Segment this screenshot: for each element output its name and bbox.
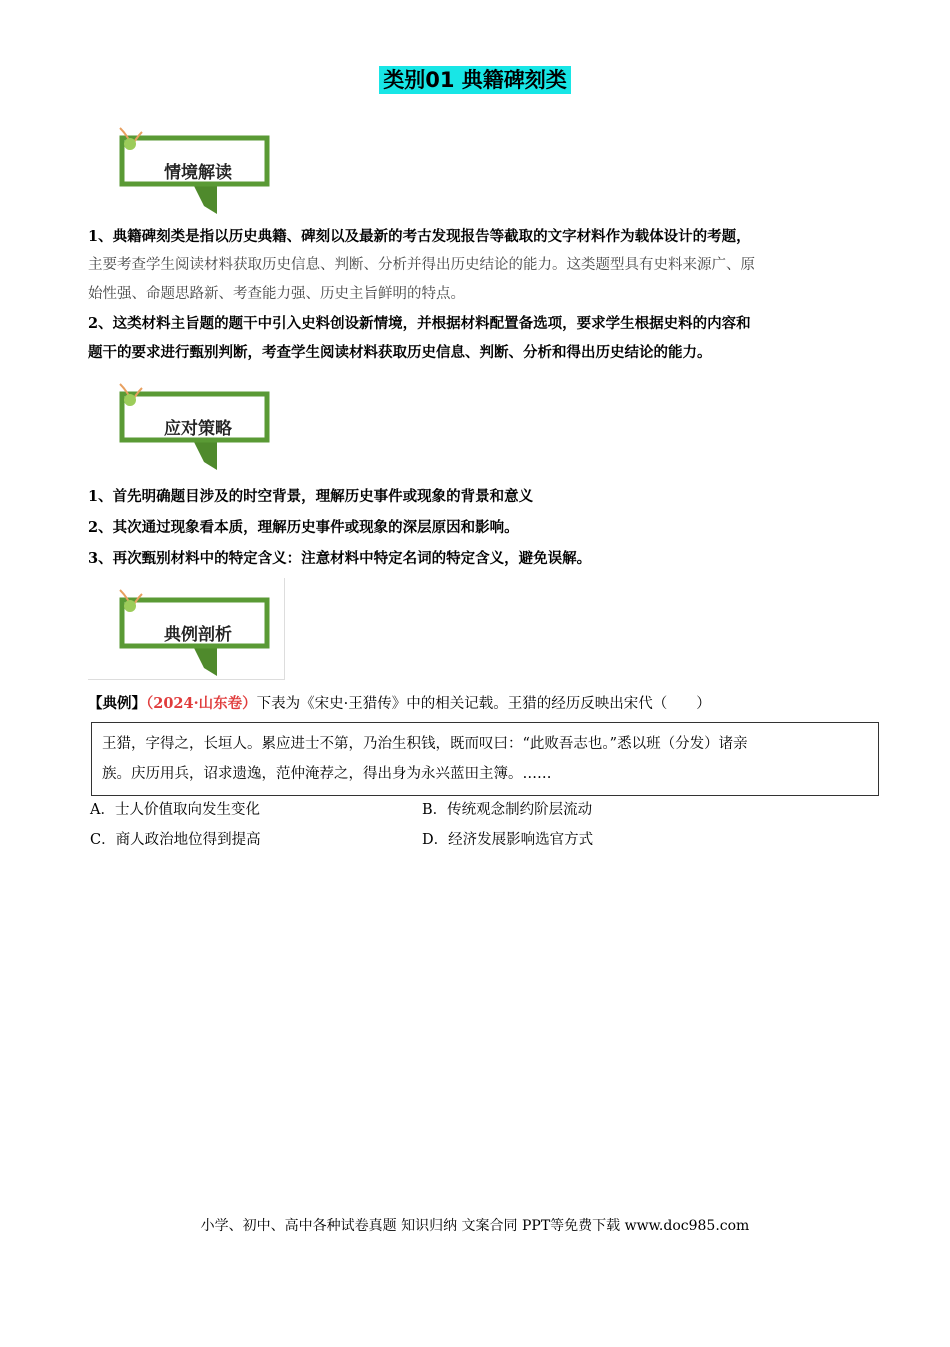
quote-line-2: 族。庆历用兵，诏求遗逸，范仲淹荐之，得出身为永兴蓝田主簿。…… [102,766,552,782]
section-label-situation: 情境解读 [164,163,232,183]
quote-line-1: 王猎，字得之，长垣人。累应进士不第，乃治生积钱，既而叹曰：“此败吾志也。”悉以班（分发）诸亲 [102,736,748,752]
example-question [88,692,711,716]
strategy-item-2: 2、其次通过现象看本质，理解历史事件或现象的深层原因和影响。 [88,519,519,536]
section-banner-example [92,580,272,690]
section-label-example: 典例剖析 [164,625,232,645]
situation-p1-bold: 1、典籍碑刻类是指以历史典籍、碑刻以及最新的考古发现报告等截取的文字材料作为载体设计的考题， [88,228,751,245]
section-label-strategy: 应对策略 [164,419,232,439]
option-c: C．商人政治地位得到提高 [90,832,261,848]
option-a: A．士人价值取向发生变化 [90,802,260,818]
situation-p2-line1: 2、这类材料主旨题的题干中引入史料创设新情境，并根据材料配置备选项，要求学生根据史料的内容和 [88,315,751,332]
strategy-item-3: 3、再次甄别材料中的特定含义：注意材料中特定名词的特定含义，避免误解。 [88,550,592,567]
option-d: D．经济发展影响选官方式 [422,832,594,848]
example-tag: 【典例】 [88,695,146,712]
option-b: B．传统观念制约阶层流动 [422,802,593,818]
section-banner-situation [92,118,272,228]
situation-p2-line2: 题干的要求进行甄别判断，考查学生阅读材料获取历史信息、判断、分析和得出历史结论的能力。 [88,344,712,361]
example-source: （2024·山东卷） [146,695,257,712]
section-banner-strategy [92,374,272,484]
source-quote-box [91,722,879,796]
page-footer: 小学、初中、高中各种试卷真题 知识归纳 文案合同 PPT等免费下载 www.doc985.com [200,1218,750,1234]
page-title-text: 类别01 典籍碑刻类 [379,66,571,94]
example-question-text: 下表为《宋史·王猎传》中的相关记载。王猎的经历反映出宋代（ ） [256,696,711,712]
strategy-item-1: 1、首先明确题目涉及的时空背景，理解历史事件或现象的背景和意义 [88,488,534,505]
situation-p1-line3: 始性强、命题思路新、考查能力强、历史主旨鲜明的特点。 [88,286,465,302]
situation-p1-line2: 主要考查学生阅读材料获取历史信息、判断、分析并得出历史结论的能力。这类题型具有史料来源广、原 [88,257,755,273]
page-title [0,64,950,94]
